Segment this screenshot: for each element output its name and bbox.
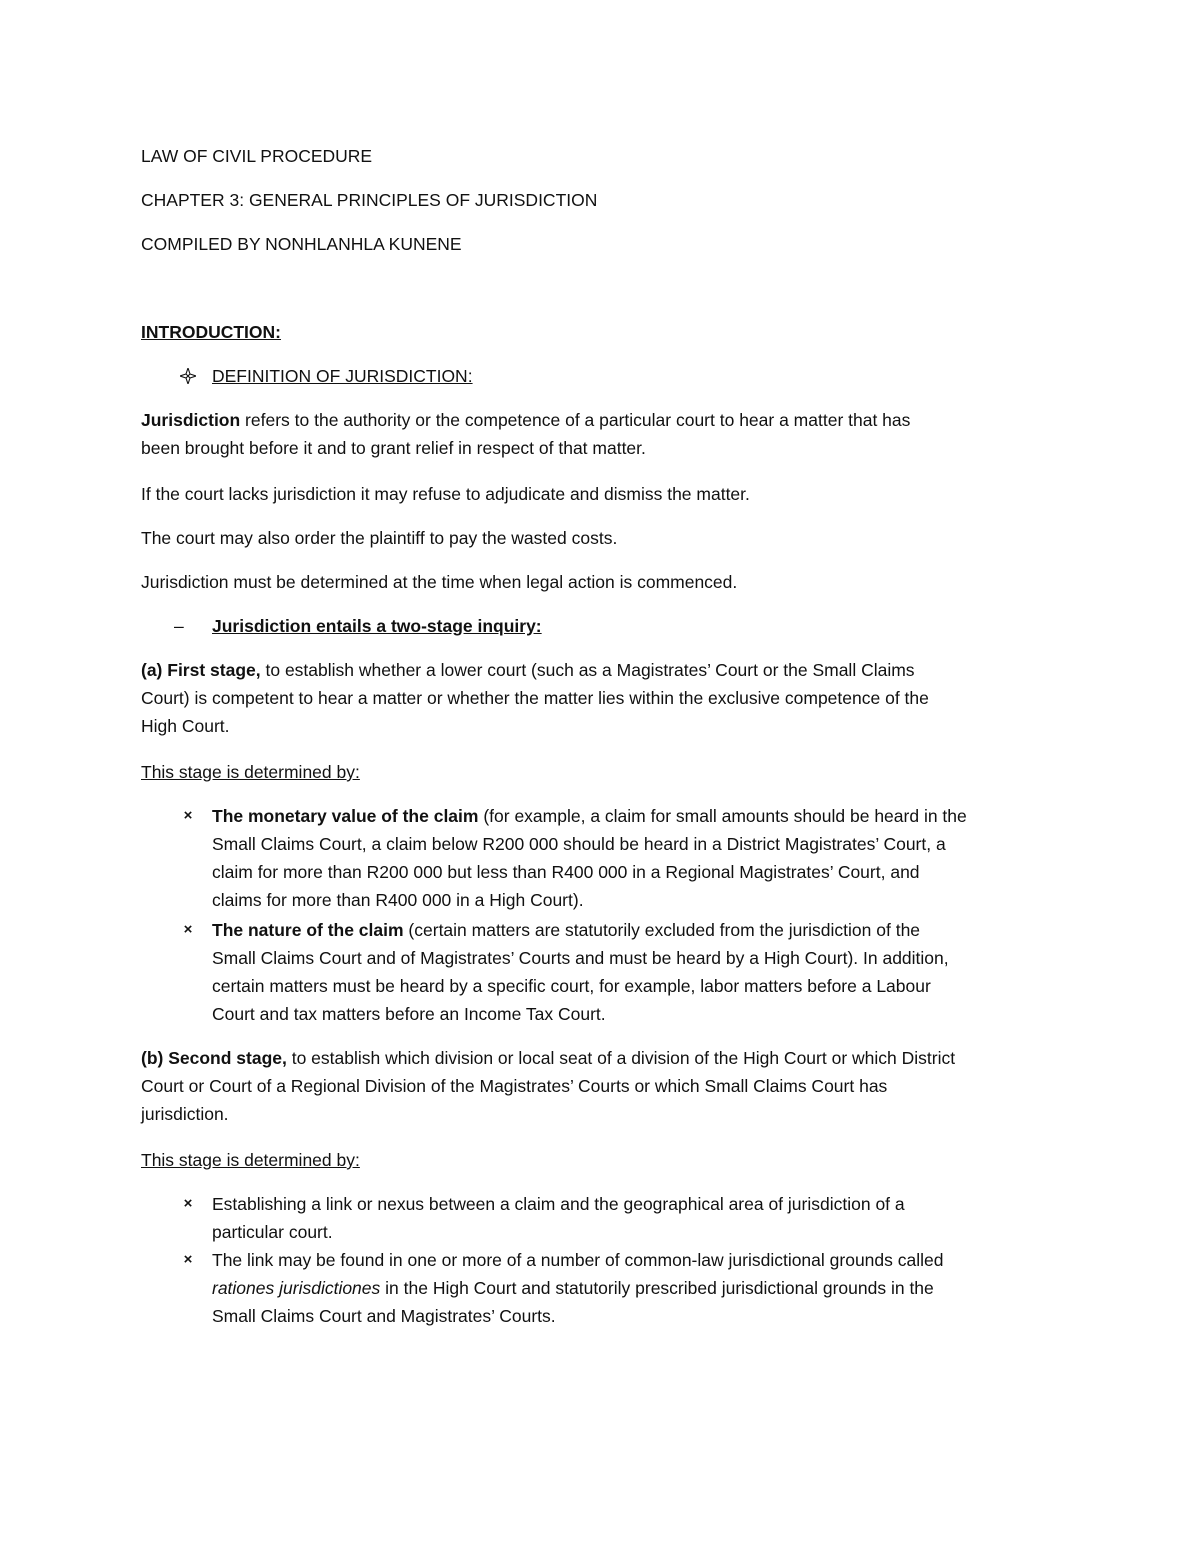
stage-a-bullet-1-line-1: The monetary value of the claim (for example, a claim for small amounts should be heard in the: [212, 806, 967, 826]
stage-a-bullet-2-line-4: Court and tax matters before an Income Tax Court.: [212, 1004, 606, 1024]
stage-a-determined-by: This stage is determined by:: [141, 762, 360, 782]
cross-icon: ×: [183, 921, 193, 938]
four-diamond-icon: [178, 362, 198, 390]
stage-b-line-2: Court or Court of a Regional Division of the Magistrates’ Courts or which Small Claims Court has: [141, 1076, 888, 1096]
paragraph-time-determined: Jurisdiction must be determined at the time when legal action is commenced.: [141, 572, 738, 592]
stage-a-line-1: (a) First stage, to establish whether a lower court (such as a Magistrates’ Court or the Small Claims: [141, 660, 915, 680]
cross-icon: ×: [183, 807, 193, 824]
stage-b-determined-by: This stage is determined by:: [141, 1150, 360, 1170]
stage-b-bullet-2-line-1: The link may be found in one or more of a number of common-law jurisdictional grounds called: [212, 1250, 944, 1270]
cross-icon: ×: [183, 1251, 193, 1268]
stage-a-bullet-2-line-2: Small Claims Court and of Magistrates’ Courts and must be heard by a High Court). In addition,: [212, 948, 949, 968]
intro-heading: INTRODUCTION:: [141, 322, 281, 342]
stage-b-line-1: (b) Second stage, to establish which division or local seat of a division of the High Court or which District: [141, 1048, 956, 1068]
paragraph-lacks-jurisdiction: If the court lacks jurisdiction it may refuse to adjudicate and dismiss the matter.: [141, 484, 750, 504]
stage-a-bullet-2-line-3: certain matters must be heard by a specific court, for example, labor matters before a Labour: [212, 976, 931, 996]
stage-a-line-3: High Court.: [141, 716, 230, 736]
inquiry-heading: Jurisdiction entails a two-stage inquiry:: [212, 616, 542, 636]
cross-icon: ×: [183, 1195, 193, 1212]
compiled-by: COMPILED BY NONHLANHLA KUNENE: [141, 234, 462, 254]
chapter-title: CHAPTER 3: GENERAL PRINCIPLES OF JURISDICTION: [141, 190, 598, 210]
stage-b-line-3: jurisdiction.: [141, 1104, 229, 1124]
stage-a-bullet-1-line-4: claims for more than R400 000 in a High Court).: [212, 890, 584, 910]
definition-heading: DEFINITION OF JURISDICTION:: [212, 366, 473, 386]
stage-a-bullet-1-line-3: claim for more than R200 000 but less than R400 000 in a Regional Magistrates’ Court, and: [212, 862, 920, 882]
stage-a-line-2: Court) is competent to hear a matter or whether the matter lies within the exclusive competence of the: [141, 688, 929, 708]
stage-b-bullet-2-line-3: Small Claims Court and Magistrates’ Courts.: [212, 1306, 556, 1326]
definition-paragraph-line-2: been brought before it and to grant relief in respect of that matter.: [141, 438, 646, 458]
stage-a-bullet-2-line-1: The nature of the claim (certain matters are statutorily excluded from the jurisdiction of the: [212, 920, 921, 940]
dash-bullet: –: [174, 616, 184, 636]
course-title: LAW OF CIVIL PROCEDURE: [141, 146, 373, 166]
stage-b-bullet-1-line-1: Establishing a link or nexus between a claim and the geographical area of jurisdiction of a: [212, 1194, 905, 1214]
paragraph-wasted-costs: The court may also order the plaintiff to pay the wasted costs.: [141, 528, 618, 548]
stage-a-bullet-1-line-2: Small Claims Court, a claim below R200 000 should be heard in a District Magistrates’ Court, a: [212, 834, 946, 854]
stage-b-bullet-1-line-2: particular court.: [212, 1222, 333, 1242]
definition-paragraph-line-1: Jurisdiction refers to the authority or the competence of a particular court to hear a matter that has: [141, 410, 911, 430]
stage-b-bullet-2-line-2: rationes jurisdictiones in the High Court and statutorily prescribed jurisdictional grounds in the: [212, 1278, 934, 1298]
